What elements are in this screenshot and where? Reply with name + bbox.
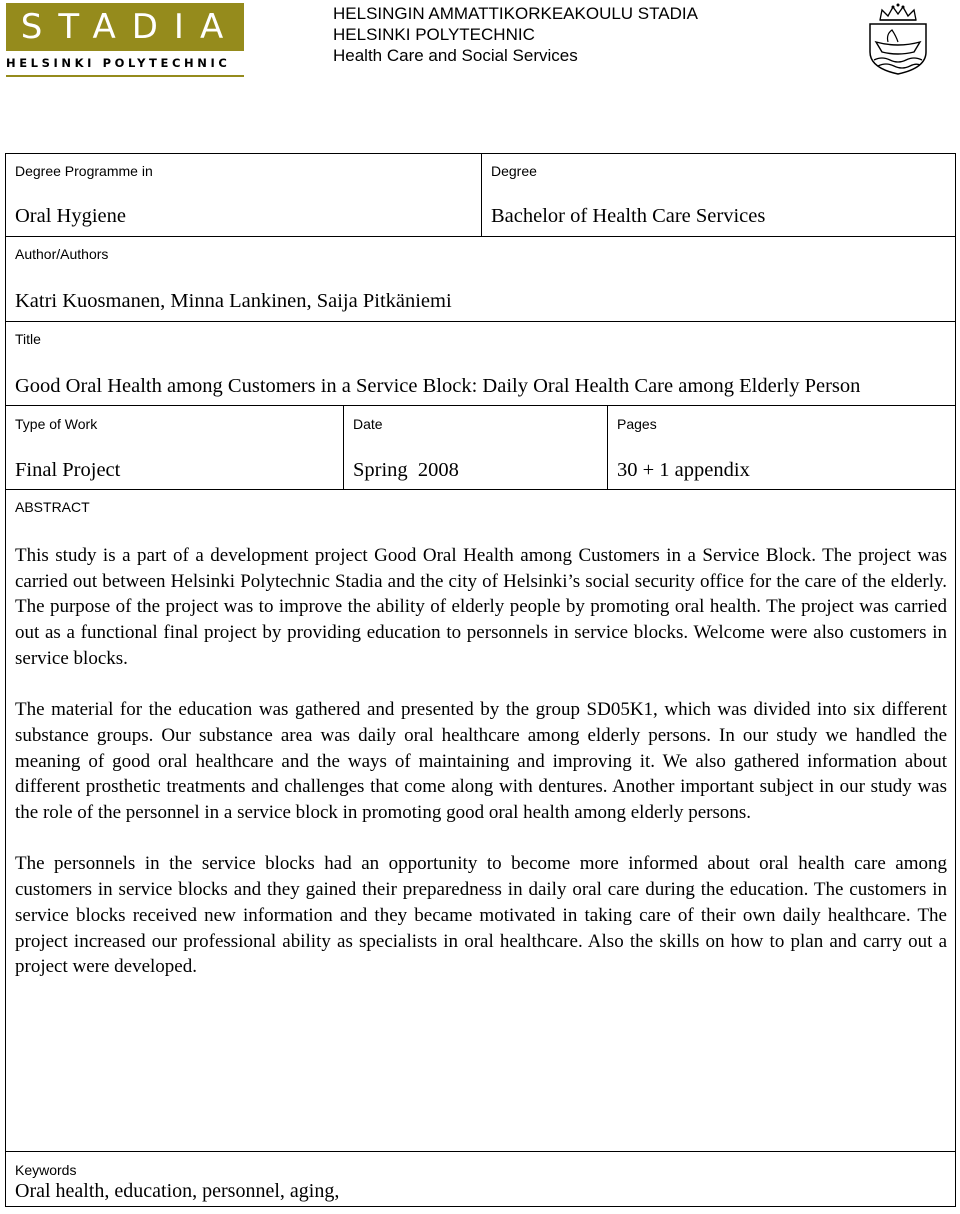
divider-work-date xyxy=(343,405,344,490)
divider-row-2 xyxy=(5,321,956,322)
authors-value: Katri Kuosmanen, Minna Lankinen, Saija Pitkäniemi xyxy=(15,290,452,312)
programme-value: Oral Hygiene xyxy=(15,205,126,227)
authors-label: Author/Authors xyxy=(15,246,109,262)
header-line-1: HELSINGIN AMMATTIKORKEAKOULU STADIA xyxy=(333,4,698,23)
keywords-label: Keywords xyxy=(15,1162,77,1178)
abstract-paragraph-1: This study is a part of a development project Good Oral Health among Customers in a Service Block. The project was carried out between Helsinki Polytechnic Stadia and the city of Helsinki’s social security office for the care of the elderly. The purpose of the project was to improve the ability of elderly people by promoting oral health. The project was carried out as a functional final project by providing education to personnels in service blocks. Welcome were also customers in service blocks. xyxy=(15,545,947,669)
programme-label: Degree Programme in xyxy=(15,163,153,179)
institution-header xyxy=(333,3,698,66)
date-value: Spring 2008 xyxy=(353,459,459,481)
divider-programme-degree xyxy=(481,153,482,237)
divider-row-1 xyxy=(5,236,956,237)
abstract-paragraph-2: The material for the education was gathered and presented by the group SD05K1, which was divided into six different substance groups. Our substance area was daily oral healthcare among elderly persons. In our study we handled the meaning of good oral healthcare and the ways of maintaining and improving it. We also gathered information about different prosthetic treatments and challenges that come along with dentures. Another important subject in our study was the role of the personnel in a service block in promoting good oral health among elderly persons. xyxy=(15,699,947,824)
pages-label: Pages xyxy=(617,416,657,432)
header-line-3: Health Care and Social Services xyxy=(333,46,578,65)
date-label: Date xyxy=(353,416,383,432)
helsinki-crest-icon xyxy=(866,2,930,76)
degree-value: Bachelor of Health Care Services xyxy=(491,205,766,227)
logo-subtitle: HELSINKI POLYTECHNIC xyxy=(6,56,231,70)
abstract-body xyxy=(15,543,947,1006)
title-label: Title xyxy=(15,331,41,347)
stadia-logo xyxy=(6,3,244,77)
header-line-2: HELSINKI POLYTECHNIC xyxy=(333,25,535,44)
abstract-label: ABSTRACT xyxy=(15,499,90,515)
logo-wordmark-box xyxy=(6,3,244,51)
divider-keywords xyxy=(5,1151,956,1152)
logo-wordmark: STADIA xyxy=(20,7,240,47)
work-type-value: Final Project xyxy=(15,459,121,481)
work-type-label: Type of Work xyxy=(15,416,98,432)
divider-date-pages xyxy=(607,405,608,490)
pages-value: 30 + 1 appendix xyxy=(617,459,750,481)
divider-row-3 xyxy=(5,405,956,406)
abstract-paragraph-3: The personnels in the service blocks had an opportunity to become more informed about oral health care among customers in service blocks and they gained their preparedness in daily oral care during the education. The customers in service blocks received new information and they became motivated in taking care of their own daily healthcare. The project increased our professional ability as specialists in oral healthcare. Also the skills on how to plan and carry out a project were developed. xyxy=(15,853,947,978)
keywords-value: Oral health, education, personnel, aging, xyxy=(15,1180,340,1202)
degree-label: Degree xyxy=(491,163,537,179)
divider-row-4 xyxy=(5,489,956,490)
logo-underline xyxy=(6,75,244,77)
title-value: Good Oral Health among Customers in a Service Block: Daily Oral Health Care among Elderly Person xyxy=(15,375,861,397)
